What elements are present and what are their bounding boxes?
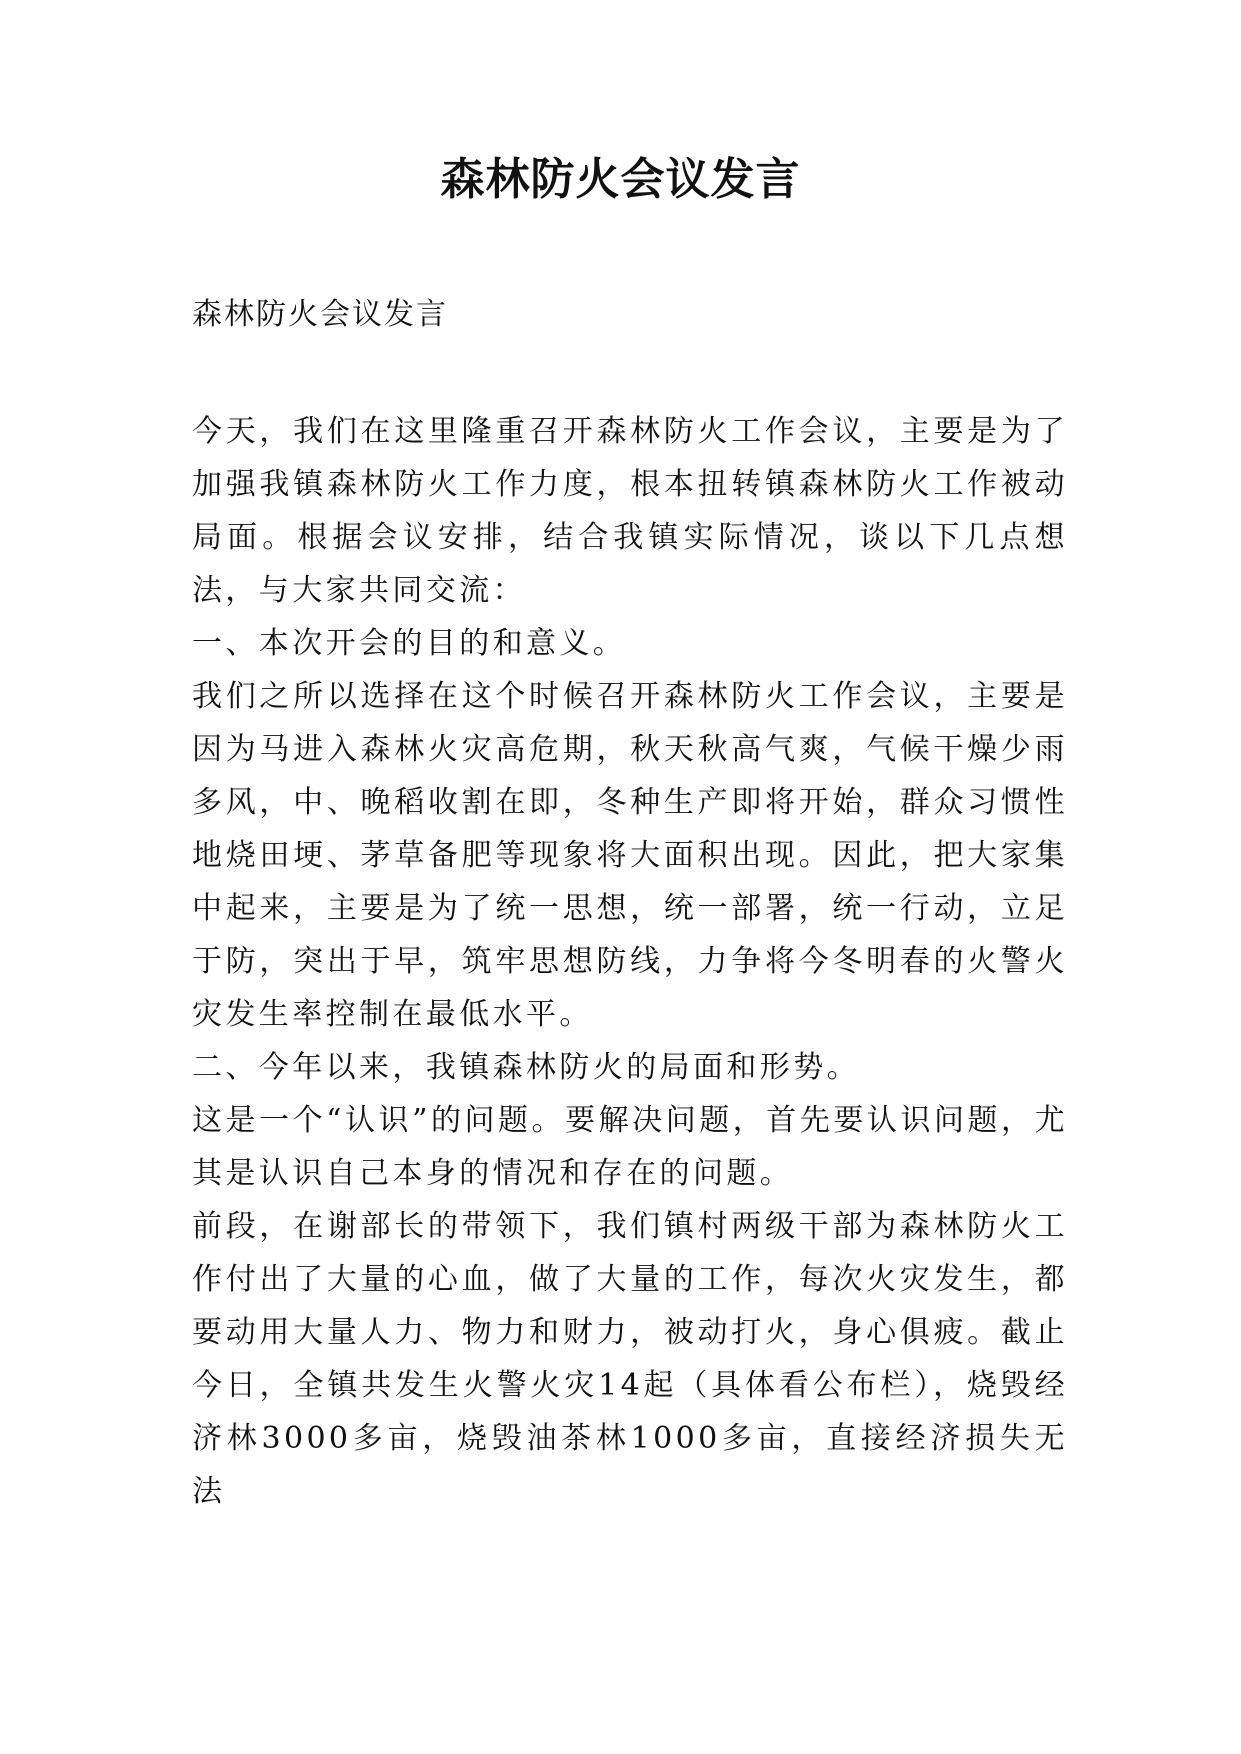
section-heading-1: 一、本次开会的目的和意义。 [192,626,627,661]
section-heading-2: 二、今年以来，我镇森林防火的局面和形势。 [192,1050,860,1085]
paragraph-purpose: 我们之所以选择在这个时候召开森林防火工作会议，主要是因为马进入森林火灾高危期，秋天秋高气爽，气候干燥少雨多风，中、晚稻收割在即，冬种生产即将开始，群众习惯性地烧田埂、茅草备肥等现象将大面积出现。因此，把大家集中起来，主要是为了统一思想，统一部署，统一行动，立足于防，突出于早，筑牢思想防线，力争将今冬明春的火警火灾发生率控制在最低水平。 [192,679,1068,1032]
paragraph-intro: 今天，我们在这里隆重召开森林防火工作会议，主要是为了加强我镇森林防火工作力度，根本扭转镇森林防火工作被动局面。根据会议安排，结合我镇实际情况，谈以下几点想法，与大家共同交流： [192,414,1068,608]
paragraph-recognition: 这是一个“认识”的问题。要解决问题，首先要认识问题，尤其是认识自己本身的情况和存在的问题。 [192,1103,1068,1191]
document-subtitle: 森林防火会议发言 [192,297,448,332]
document-title: 森林防火会议发言 [440,154,801,205]
document-body [192,405,1068,1518]
paragraph-situation: 前段，在谢部长的带领下，我们镇村两级干部为森林防火工作付出了大量的心血，做了大量的工作，每次火灾发生，都要动用大量人力、物力和财力，被动打火，身心俱疲。截止今日，全镇共发生火警火灾14起（具体看公布栏），烧毁经济林3000多亩，烧毁油茶林1000多亩，直接经济损失无法 [192,1209,1068,1509]
